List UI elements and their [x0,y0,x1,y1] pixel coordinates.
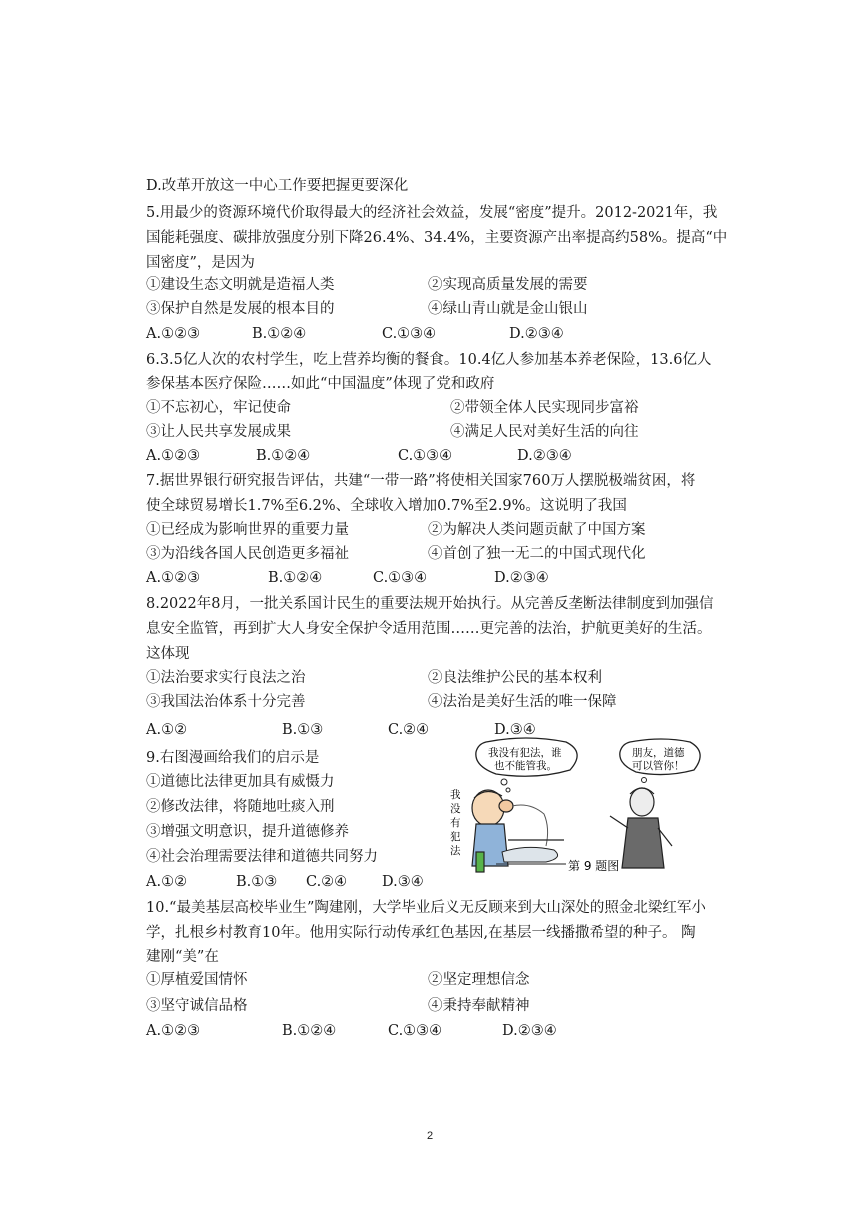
q8-answer-d: D.③④ [494,722,536,738]
q8-answer-a: A.①② [146,722,188,738]
q9-statement: ②修改法律，将随地吐痰入刑 [146,799,335,815]
q5-answer-c: C.①③④ [382,326,437,342]
q10-stem-line: 10.“最美基层高校毕业生”陶建刚，大学毕业后义无反顾来到大山深处的照金北梁红军小 [146,900,706,916]
q10-answer-a: A.①②③ [146,1023,201,1039]
q8-stem-line: 8.2022年8月，一批关系国计民生的重要法规开始执行。从完善反垄断法律制度到加强信 [146,596,714,612]
q7-answer-b: B.①②④ [268,570,323,586]
q9-answer-d: D.③④ [382,874,424,890]
q9-cartoon-illustration [446,736,728,882]
q6-stem-line: 6.3.5亿人次的农村学生，吃上营养均衡的餐食。10.4亿人参加基本养老保险，13.6亿人 [146,352,712,368]
q7-stem-line: 7.据世界银行研究报告评估，共建“一带一路”将使相关国家760万人摆脱极端贫困，将 [146,473,696,489]
bubble-right-line2: 可以管你！ [632,760,685,772]
page-number: 2 [426,1130,434,1142]
q6-answer-d: D.②③④ [517,448,572,464]
q9-statement: ③增强文明意识，提升道德修养 [146,824,349,840]
q7-answer-a: A.①②③ [146,570,201,586]
q7-statement: ②为解决人类问题贡献了中国方案 [428,522,646,538]
vertical-sign-text [450,788,461,857]
elder-man-figure [610,788,672,868]
bubble-left-line2: 也不能管我。 [494,760,557,772]
q5-statement: ③保护自然是发展的根本目的 [146,301,335,317]
q5-answer-d: D.②③④ [509,326,564,342]
q8-stem-line: 这体现 [146,646,190,662]
q6-statement: ④满足人民对美好生活的向往 [450,424,639,440]
q7-stem-line: 使全球贸易增长1.7%至6.2%、全球收入增加0.7%至2.9%。这说明了我国 [146,498,627,514]
q8-statement: ①法治要求实行良法之治 [146,670,306,686]
q6-answer-a: A.①②③ [146,448,201,464]
q6-stem-line: 参保基本医疗保险……如此“中国温度”体现了党和政府 [146,376,495,392]
q7-answer-d: D.②③④ [494,570,549,586]
bubble-left-line1: 我没有犯法，谁 [488,747,562,759]
q4-option-d: D.改革开放这一中心工作要把握更要深化 [146,178,409,194]
bubble-right-line1: 朋友，道德 [632,747,685,759]
q10-answer-b: B.①②④ [282,1023,337,1039]
q5-stem-line: 5.用最少的资源环境代价取得最大的经济社会效益，发展“密度”提升。2012-2021年，我 [146,205,718,221]
q7-statement: ③为沿线各国人民创造更多福祉 [146,546,349,562]
q5-stem-line: 国能耗强度、碳排放强度分别下降26.4%、34.4%，主要资源产出率提高约58%。提高“中 [146,230,728,246]
q9-statement: ④社会治理需要法律和道德共同努力 [146,849,378,865]
q10-statement: ①厚植爱国情怀 [146,972,248,988]
q5-statement: ④绿山青山就是金山银山 [428,301,588,317]
q9-answer-a: A.①② [146,874,188,890]
svg-text:我: 我 [450,789,461,801]
q10-answer-d: D.②③④ [502,1023,557,1039]
q8-answer-b: B.①③ [282,722,324,738]
svg-text:法: 法 [450,845,461,857]
q9-stem: 9.右图漫画给我们的启示是 [146,750,320,766]
q8-stem-line: 息安全监管，再到扩大人身安全保护令适用范围……更完善的法治，护航更美好的生活。 [146,621,712,637]
cartoon-caption: 第 9 题图 [568,859,620,873]
q10-statement: ②坚定理想信念 [428,972,530,988]
q10-answer-c: C.①③④ [388,1023,443,1039]
q7-answer-c: C.①③④ [373,570,428,586]
q8-statement: ④法治是美好生活的唯一保障 [428,694,617,710]
q5-statement: ②实现高质量发展的需要 [428,277,588,293]
q10-statement: ④秉持奉献精神 [428,998,530,1014]
q6-statement: ①不忘初心，牢记使命 [146,400,291,416]
q9-answer-b: B.①③ [236,874,278,890]
q8-answer-c: C.②④ [388,722,430,738]
speech-bubble-right [620,739,700,783]
q8-statement: ②良法维护公民的基本权利 [428,670,602,686]
q5-answer-a: A.①②③ [146,326,201,342]
q5-statement: ①建设生态文明就是造福人类 [146,277,335,293]
svg-text:没: 没 [450,803,461,815]
q10-stem-line: 建刚“美”在 [146,949,219,965]
q5-stem-line: 国密度”，是因为 [146,255,255,271]
q6-answer-b: B.①②④ [256,448,311,464]
q10-stem-line: 学，扎根乡村教育10年。他用实际行动传承红色基因,在基层一线播撒希望的种子。 陶 [146,925,696,941]
q5-answer-b: B.①②④ [252,326,307,342]
q7-statement: ①已经成为影响世界的重要力量 [146,522,349,538]
q6-answer-c: C.①③④ [398,448,453,464]
q6-statement: ②带领全体人民实现同步富裕 [450,400,639,416]
q10-statement: ③坚守诚信品格 [146,998,248,1014]
speech-bubble-left [476,738,577,792]
q6-statement: ③让人民共享发展成果 [146,424,291,440]
svg-text:有: 有 [450,817,461,829]
q9-statement: ①道德比法律更加具有威慑力 [146,774,335,790]
q9-answer-c: C.②④ [306,874,348,890]
q7-statement: ④首创了独一无二的中国式现代化 [428,546,646,562]
q8-statement: ③我国法治体系十分完善 [146,694,306,710]
svg-text:犯: 犯 [450,831,461,843]
